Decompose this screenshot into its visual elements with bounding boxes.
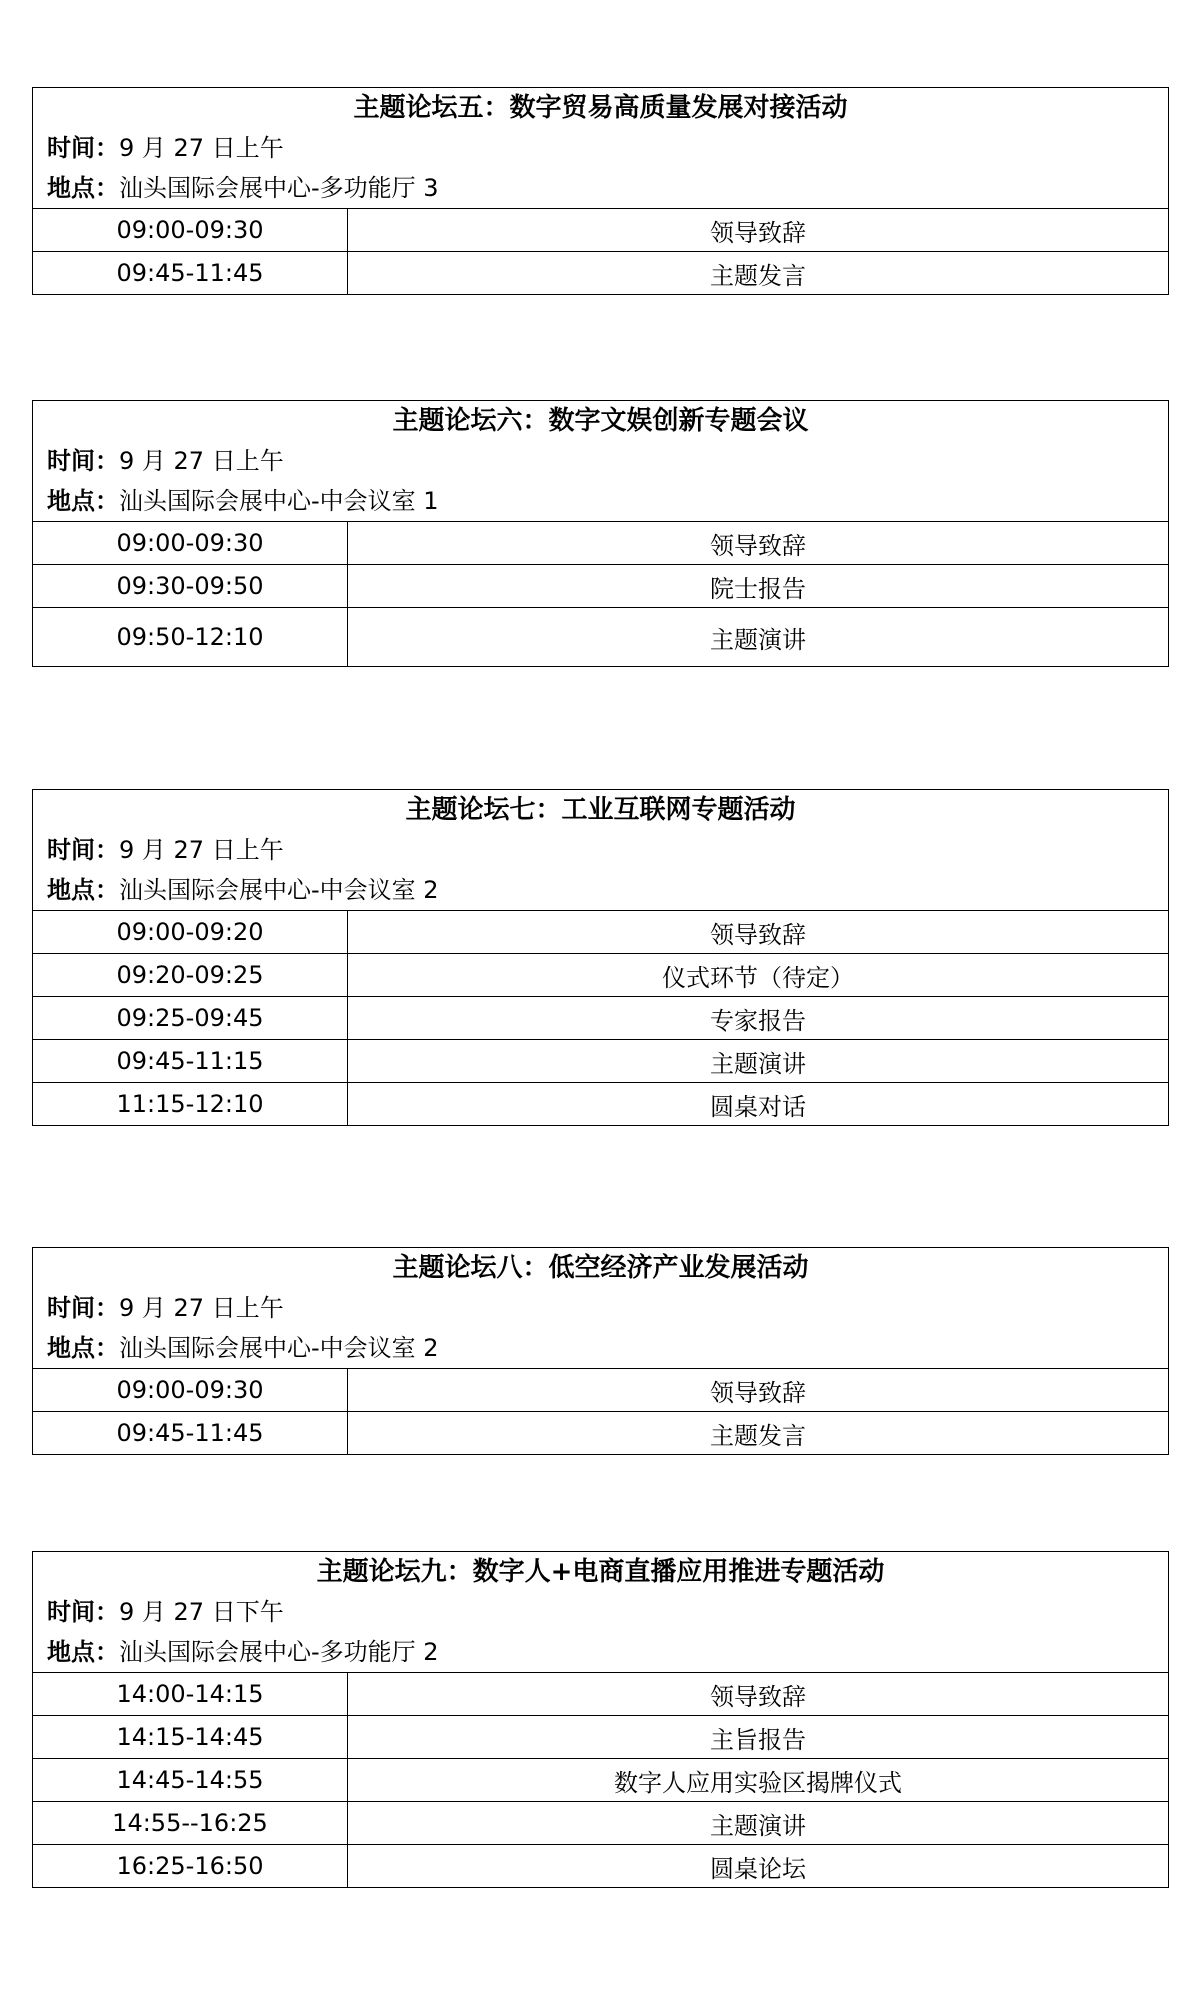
item-cell: 专家报告 — [348, 997, 1169, 1040]
time-label: 时间： — [47, 133, 119, 162]
table-row — [33, 1369, 1168, 1412]
item-cell: 仪式环节（待定） — [348, 954, 1169, 997]
time-cell: 09:45-11:45 — [33, 252, 348, 295]
table-row — [33, 997, 1168, 1040]
time-cell: 14:45-14:55 — [33, 1759, 348, 1802]
table-row — [33, 565, 1168, 608]
forum-time — [33, 441, 1168, 481]
table-row — [33, 522, 1168, 565]
schedule-table — [33, 208, 1168, 294]
time-cell: 09:50-12:10 — [33, 608, 348, 667]
forum-time — [33, 1288, 1168, 1328]
table-row — [33, 1802, 1168, 1845]
time-cell: 16:25-16:50 — [33, 1845, 348, 1888]
table-row — [33, 1040, 1168, 1083]
forum-title: 主题论坛八：低空经济产业发展活动 — [392, 1253, 809, 1283]
item-cell: 圆桌对话 — [348, 1083, 1169, 1126]
table-row — [33, 1412, 1168, 1455]
time-cell: 14:15-14:45 — [33, 1716, 348, 1759]
table-row — [33, 954, 1168, 997]
table-row — [33, 911, 1168, 954]
time-cell: 14:00-14:15 — [33, 1673, 348, 1716]
venue-label: 地点： — [47, 173, 119, 202]
table-row — [33, 1845, 1168, 1888]
time-label: 时间： — [47, 1597, 119, 1626]
venue-label: 地点： — [47, 1637, 119, 1666]
time-value: 9 月 27 日上午 — [119, 134, 284, 162]
forum-title: 主题论坛九：数字人+电商直播应用推进专题活动 — [316, 1557, 885, 1587]
time-label: 时间： — [47, 835, 119, 864]
item-cell: 院士报告 — [348, 565, 1169, 608]
time-cell: 09:25-09:45 — [33, 997, 348, 1040]
time-cell: 09:20-09:25 — [33, 954, 348, 997]
venue-label: 地点： — [47, 486, 119, 515]
forum-venue — [33, 1328, 1168, 1368]
venue-value: 汕头国际会展中心-中会议室 2 — [119, 1334, 439, 1362]
time-value: 9 月 27 日上午 — [119, 447, 284, 475]
venue-value: 汕头国际会展中心-中会议室 1 — [119, 487, 439, 515]
table-row — [33, 1759, 1168, 1802]
venue-value: 汕头国际会展中心-中会议室 2 — [119, 876, 439, 904]
item-cell: 领导致辞 — [348, 522, 1169, 565]
time-cell: 09:00-09:30 — [33, 209, 348, 252]
forum-time — [33, 830, 1168, 870]
time-value: 9 月 27 日下午 — [119, 1598, 284, 1626]
venue-value: 汕头国际会展中心-多功能厅 2 — [119, 1638, 439, 1666]
forum-title: 主题论坛六：数字文娱创新专题会议 — [392, 406, 809, 436]
schedule-table — [33, 521, 1168, 666]
forum-title: 主题论坛五：数字贸易高质量发展对接活动 — [353, 93, 848, 123]
item-cell: 主旨报告 — [348, 1716, 1169, 1759]
item-cell: 数字人应用实验区揭牌仪式 — [348, 1759, 1169, 1802]
venue-label: 地点： — [47, 1333, 119, 1362]
forum-time — [33, 1592, 1168, 1632]
item-cell: 领导致辞 — [348, 1369, 1169, 1412]
forum-block — [32, 1551, 1169, 1888]
schedule-table — [33, 1368, 1168, 1454]
item-cell: 主题演讲 — [348, 608, 1169, 667]
item-cell: 领导致辞 — [348, 209, 1169, 252]
time-value: 9 月 27 日上午 — [119, 836, 284, 864]
forum-venue — [33, 870, 1168, 910]
time-label: 时间： — [47, 1293, 119, 1322]
table-row — [33, 209, 1168, 252]
venue-value: 汕头国际会展中心-多功能厅 3 — [119, 174, 439, 202]
table-row — [33, 1673, 1168, 1716]
item-cell: 主题发言 — [348, 1412, 1169, 1455]
time-label: 时间： — [47, 446, 119, 475]
table-row — [33, 1083, 1168, 1126]
table-row — [33, 608, 1168, 667]
forum-time — [33, 128, 1168, 168]
forum-venue — [33, 168, 1168, 208]
time-value: 9 月 27 日上午 — [119, 1294, 284, 1322]
item-cell: 主题演讲 — [348, 1802, 1169, 1845]
table-row — [33, 1716, 1168, 1759]
item-cell: 主题演讲 — [348, 1040, 1169, 1083]
item-cell: 领导致辞 — [348, 1673, 1169, 1716]
forum-block — [32, 400, 1169, 667]
time-cell: 14:55--16:25 — [33, 1802, 348, 1845]
table-row — [33, 252, 1168, 295]
item-cell: 领导致辞 — [348, 911, 1169, 954]
time-cell: 09:00-09:30 — [33, 1369, 348, 1412]
time-cell: 09:00-09:30 — [33, 522, 348, 565]
time-cell: 09:45-11:15 — [33, 1040, 348, 1083]
forum-title: 主题论坛七：工业互联网专题活动 — [405, 795, 796, 825]
item-cell: 圆桌论坛 — [348, 1845, 1169, 1888]
forum-block — [32, 87, 1169, 295]
forum-block — [32, 1247, 1169, 1455]
forum-venue — [33, 481, 1168, 521]
schedule-table — [33, 910, 1168, 1125]
time-cell: 11:15-12:10 — [33, 1083, 348, 1126]
time-cell: 09:45-11:45 — [33, 1412, 348, 1455]
venue-label: 地点： — [47, 875, 119, 904]
time-cell: 09:30-09:50 — [33, 565, 348, 608]
time-cell: 09:00-09:20 — [33, 911, 348, 954]
item-cell: 主题发言 — [348, 252, 1169, 295]
forum-block — [32, 789, 1169, 1126]
forum-venue — [33, 1632, 1168, 1672]
schedule-table — [33, 1672, 1168, 1887]
